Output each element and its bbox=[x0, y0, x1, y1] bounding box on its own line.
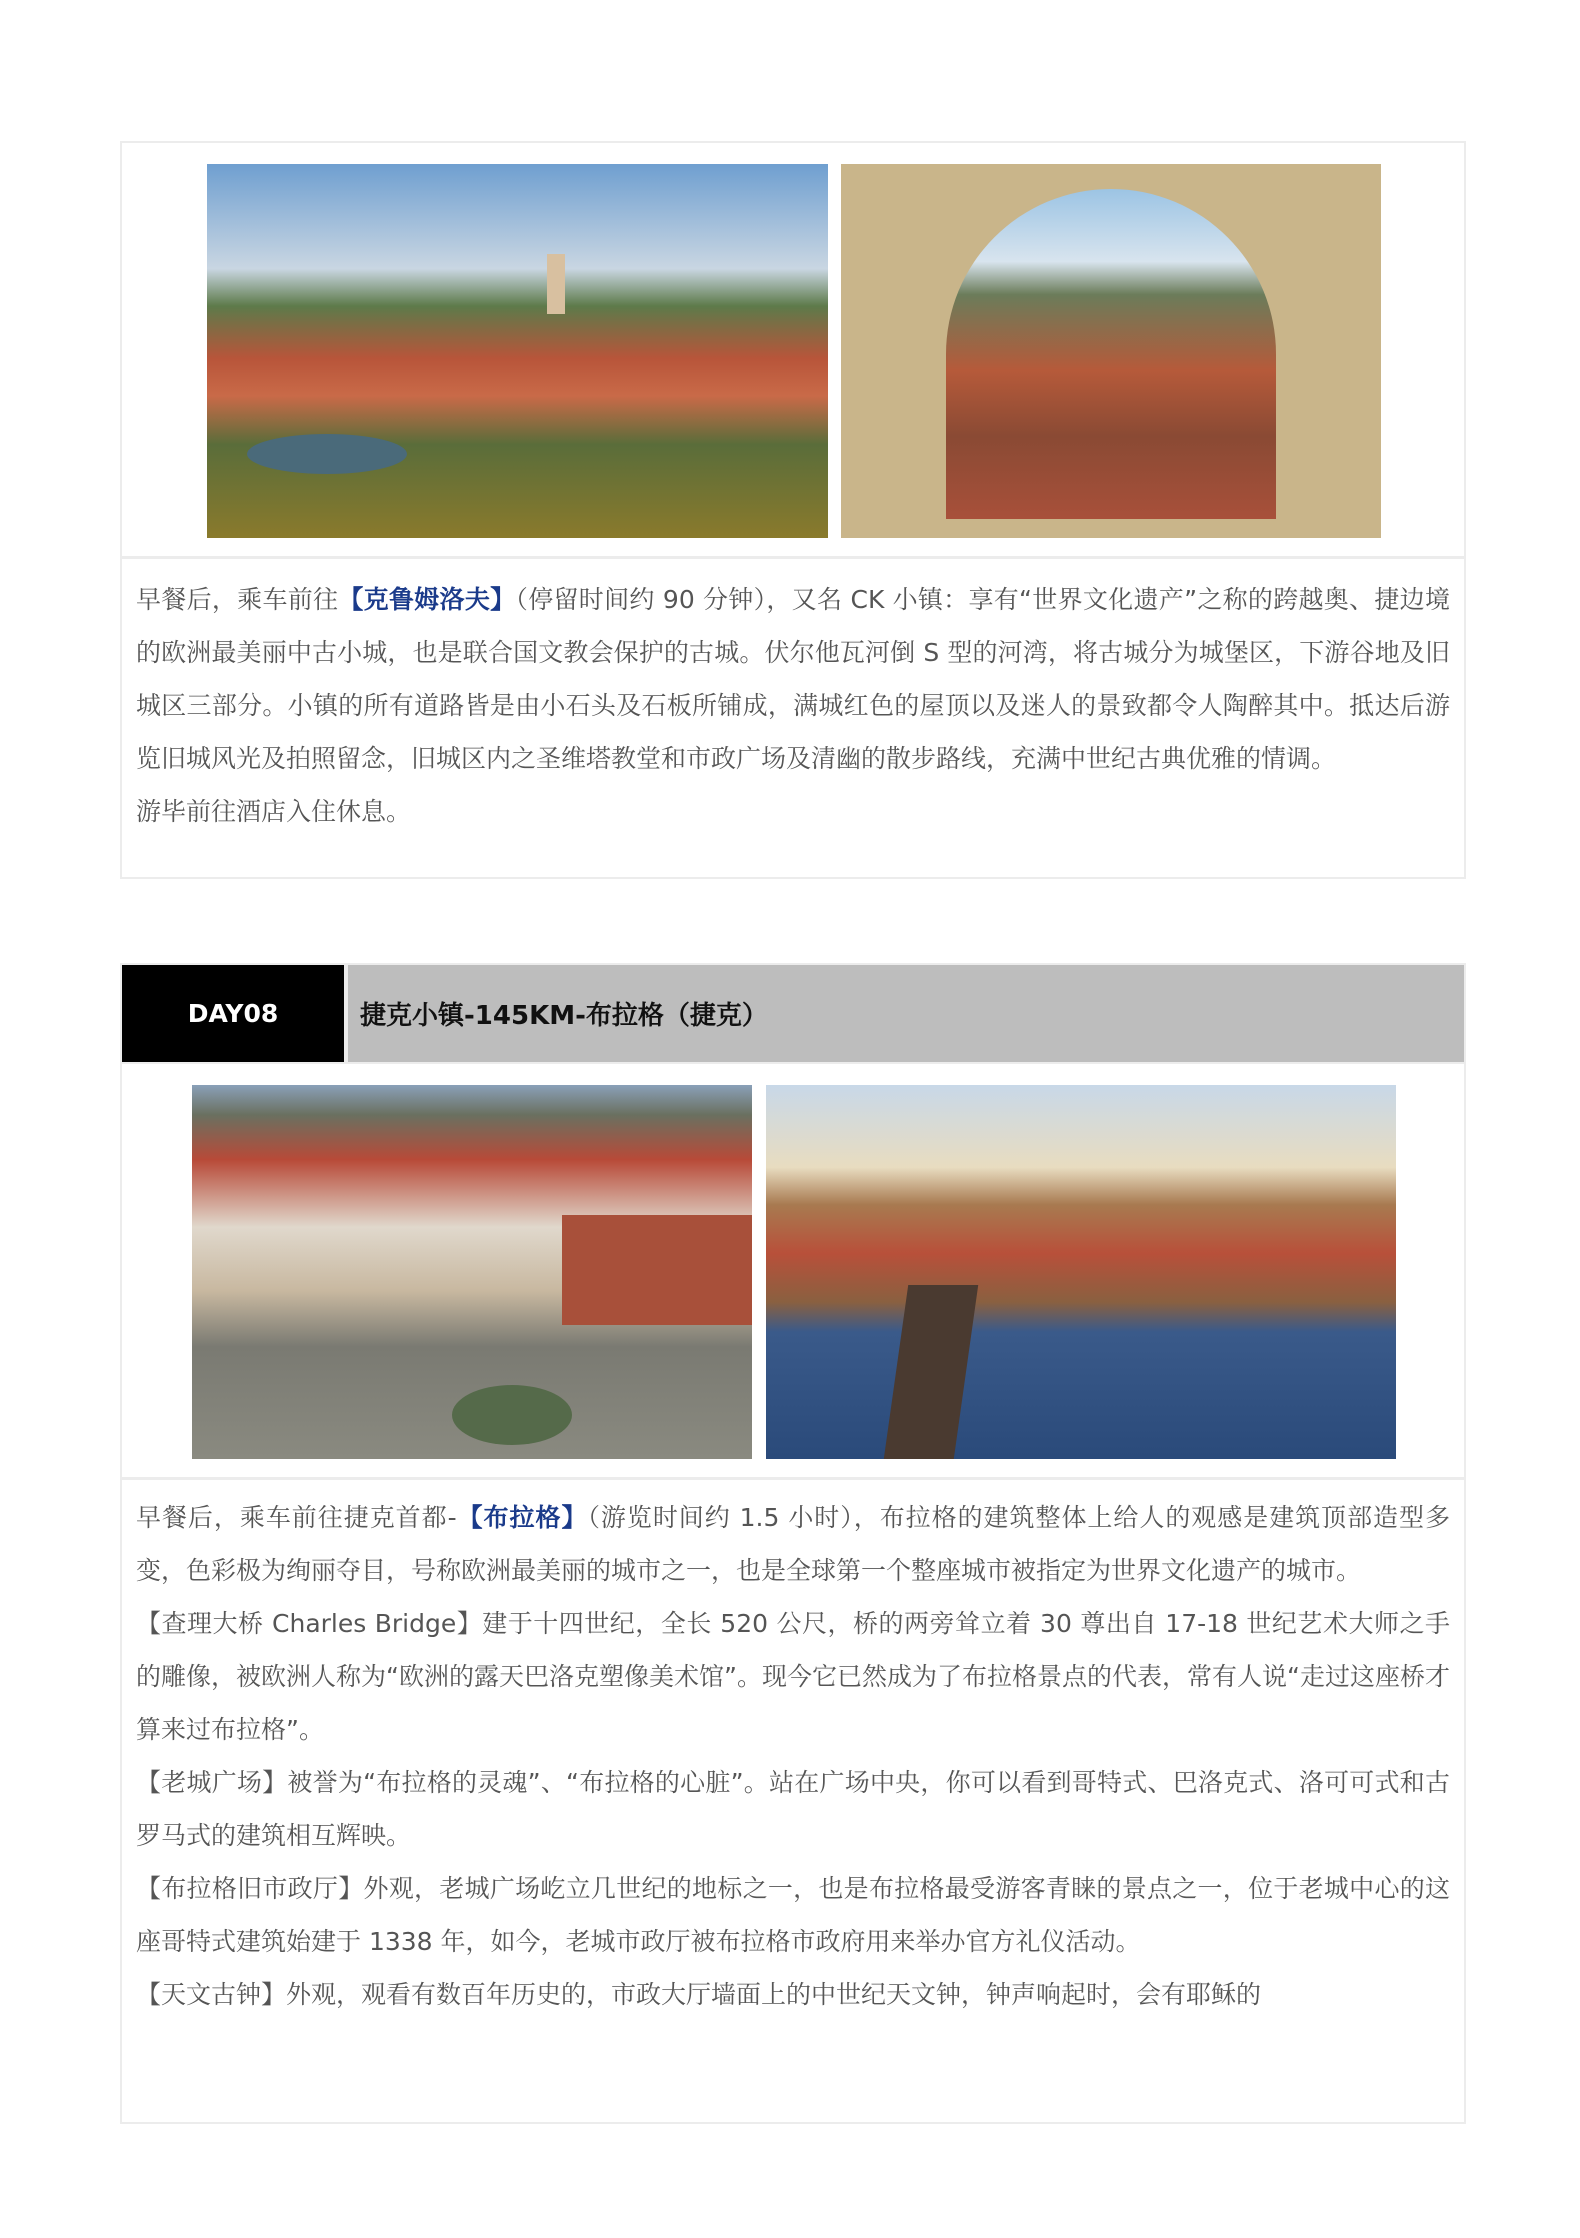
day-label: DAY08 bbox=[122, 965, 344, 1062]
cesky-krumlov-panorama-image bbox=[207, 164, 828, 538]
astronomical-clock-paragraph: 【天文古钟】外观，观看有数百年历史的，市政大厅墙面上的中世纪天文钟，钟声响起时，会有耶稣的 bbox=[136, 1980, 1262, 2009]
day07-paragraph-1: 早餐后，乘车前往【克鲁姆洛夫】（停留时间约 90 分钟），又名 CK 小镇：享有“世界文化遗产”之称的跨越奥、捷边境的欧洲最美丽中古小城，也是联合国文教会保护的古城。伏尔他瓦河倒 S 型的河湾，将古城分为城堡区，下游谷地及旧城区三部分。小镇的所有道路皆是由小石头及石板所铺成，满城红色的屋顶以及迷人的景致都令人陶醉其中。抵达后游览旧城风光及拍照留念，旧城区内之圣维塔教堂和市政广场及清幽的散步路线，充满中世纪古典优雅的情调。 bbox=[136, 585, 1450, 773]
old-town-hall-paragraph: 【布拉格旧市政厅】外观，老城广场屹立几世纪的地标之一，也是布拉格最受游客青睐的景点之一，位于老城中心的这座哥特式建筑始建于 1338 年，如今，老城市政厅被布拉格市政府用来举办官方礼仪活动。 bbox=[136, 1874, 1450, 1956]
cesky-krumlov-highlight: 【克鲁姆洛夫】 bbox=[338, 585, 516, 614]
day07-paragraph-2: 游毕前往酒店入住休息。 bbox=[136, 797, 412, 826]
old-town-square-paragraph: 【老城广场】被誉为“布拉格的灵魂”、“布拉格的心脏”。站在广场中央，你可以看到哥特式、巴洛克式、洛可可式和古罗马式的建筑相互辉映。 bbox=[136, 1768, 1450, 1850]
charles-bridge-paragraph: 【查理大桥 Charles Bridge】建于十四世纪，全长 520 公尺，桥的两旁耸立着 30 尊出自 17-18 世纪艺术大师之手的雕像，被欧洲人称为“欧洲的露天巴洛克塑像美术馆”。现今它已然成为了布拉格景点的代表，常有人说“走过这座桥才算来过布拉格”。 bbox=[136, 1609, 1450, 1744]
day07-section bbox=[120, 141, 1466, 879]
cesky-krumlov-arch-view-image bbox=[841, 164, 1381, 538]
day08-section bbox=[120, 1064, 1466, 2124]
day08-header bbox=[120, 963, 1466, 1064]
prague-charles-bridge-image bbox=[766, 1085, 1396, 1459]
day08-paragraph-1: 早餐后，乘车前往捷克首都-【布拉格】（游览时间约 1.5 小时），布拉格的建筑整体上给人的观感是建筑顶部造型多变，色彩极为绚丽夺目，号称欧洲最美丽的城市之一，也是全球第一个整座城市被指定为世界文化遗产的城市。 bbox=[136, 1503, 1450, 1585]
day-title: 捷克小镇-145KM-布拉格（捷克） bbox=[348, 965, 1464, 1062]
prague-old-town-square-image bbox=[192, 1085, 752, 1459]
prague-highlight: 【布拉格】 bbox=[456, 1503, 588, 1532]
